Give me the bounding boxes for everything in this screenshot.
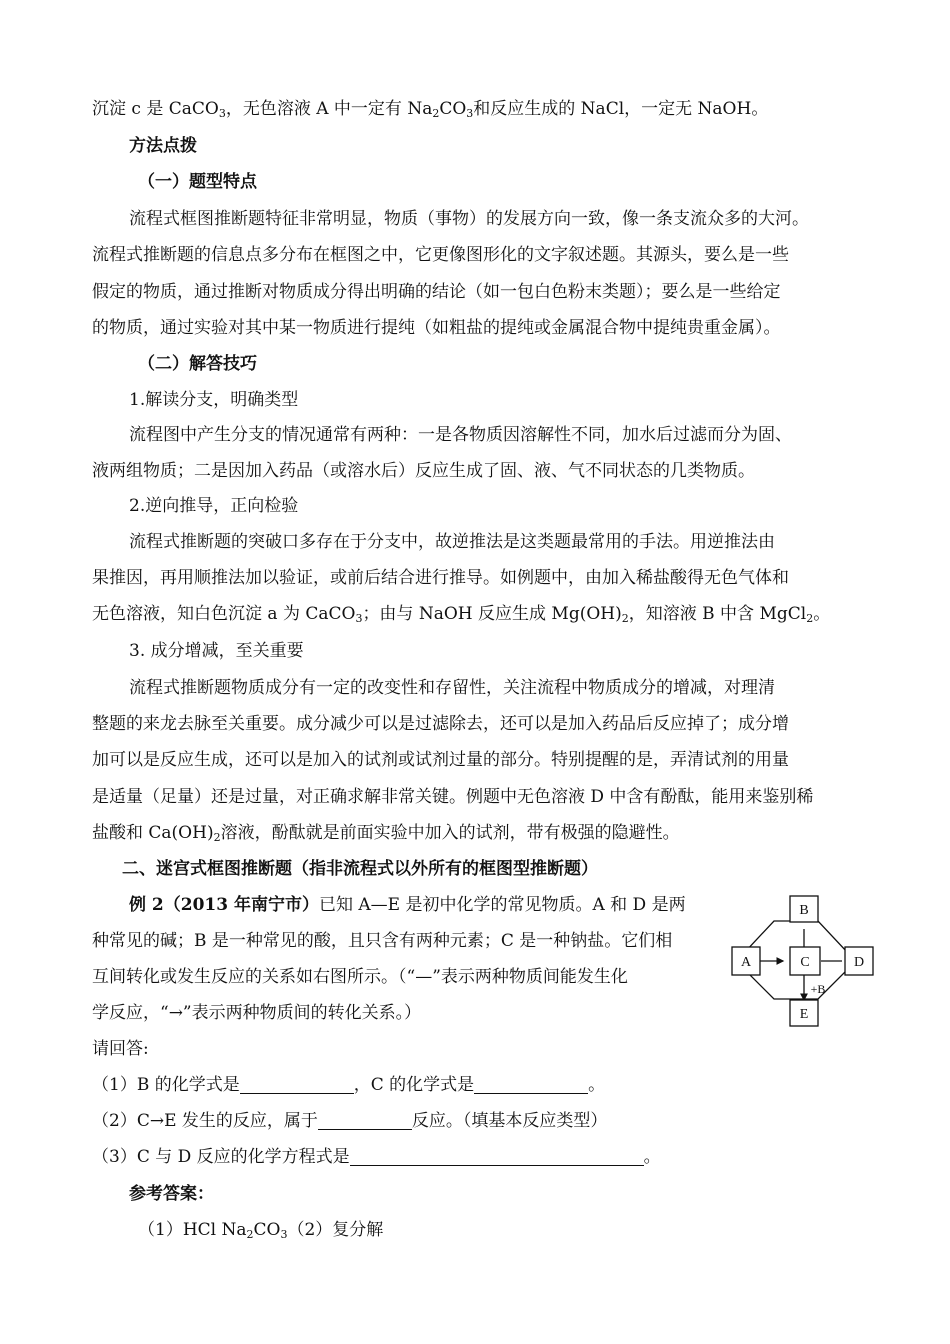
section-2-title: （二）解答技巧 bbox=[138, 354, 257, 374]
example-line: 学反应，“→”表示两种物质间的转化关系。） bbox=[92, 1003, 422, 1023]
tip-2-title: 2.逆向推导，正向检验 bbox=[129, 496, 299, 516]
example-line: 种常见的碱；B 是一种常见的酸，且只含有两种元素；C 是一种钠盐。它们相 bbox=[92, 931, 673, 951]
ask-text: 请回答: bbox=[92, 1039, 149, 1059]
tip-2-line: 无色溶液，知白色沉淀 a 为 CaCO$_3$；由与 NaOH 反应生成 $Mg(OH)_2$，知溶液 B 中含 MgCl$_2$。 bbox=[92, 604, 831, 625]
reaction-diagram bbox=[728, 893, 878, 1029]
label-plus-b: +B bbox=[810, 982, 826, 996]
question-1: （1）B 的化学式是 ，C 的化学式是 。 bbox=[92, 1075, 606, 1095]
section-1-title: （一）题型特点 bbox=[138, 172, 257, 192]
tip-3-title: 3. 成分增减，至关重要 bbox=[129, 641, 304, 661]
example-line: 互间转化或发生反应的关系如右图所示。（“—”表示两种物质间能发生化 bbox=[92, 967, 628, 987]
answer-blank-b[interactable] bbox=[240, 1075, 354, 1094]
tip-2-line: 流程式推断题的突破口多存在于分支中，故逆推法是这类题最常用的手法。用逆推法由 bbox=[129, 532, 775, 552]
part-2-title: 二、迷宫式框图推断题（指非流程式以外所有的框图型推断题） bbox=[122, 859, 598, 879]
tip-1-title: 1.解读分支，明确类型 bbox=[129, 390, 299, 410]
example-first-line: 例 2（2013 年南宁市）已知 A—E 是初中化学的常见物质。A 和 D 是两 bbox=[129, 895, 686, 915]
section-1-line: 流程式推断题的信息点多分布在框图之中，它更像图形化的文字叙述题。其源头，要么是一些 bbox=[92, 245, 789, 265]
tip-3-line: 整题的来龙去脉至关重要。成分减少可以是过滤除去，还可以是加入药品后反应掉了；成分增 bbox=[92, 714, 789, 734]
example-label: 例 2（2013 年南宁市） bbox=[129, 895, 319, 915]
section-1-line: 的物质，通过实验对其中某一物质进行提纯（如粗盐的提纯或金属混合物中提纯贵重金属）。 bbox=[92, 318, 781, 338]
tip-3-line: 盐酸和 $Ca(OH)_2$溶液，酚酞就是前面实验中加入的试剂，带有极强的隐避性。 bbox=[92, 823, 680, 844]
tip-3-line: 是适量（足量）还是过量，对正确求解非常关键。例题中无色溶液 D 中含有酚酞，能用来鉴别稀 bbox=[92, 787, 814, 807]
tip-3-line: 流程式推断题物质成分有一定的改变性和存留性，关注流程中物质成分的增减，对理清 bbox=[129, 678, 775, 698]
answer-blank-reaction-type[interactable] bbox=[318, 1111, 412, 1130]
question-2: （2）C→E 发生的反应，属于 反应。（填基本反应类型） bbox=[92, 1111, 608, 1131]
label-d: D bbox=[853, 955, 865, 970]
question-3: （3）C 与 D 反应的化学方程式是 。 bbox=[92, 1147, 661, 1167]
tip-1-line: 液两组物质；二是因加入药品（或溶水后）反应生成了固、液、气不同状态的几类物质。 bbox=[92, 461, 755, 481]
tip-1-line: 流程图中产生分支的情况通常有两种：一是各物质因溶解性不同，加水后过滤而分为固、 bbox=[129, 425, 792, 445]
tip-2-line: 果推因，再用顺推法加以验证，或前后结合进行推导。如例题中，由加入稀盐酸得无色气体和 bbox=[92, 568, 789, 588]
answer-title: 参考答案： bbox=[129, 1184, 214, 1204]
section-1-line: 流程式框图推断题特征非常明显，物质（事物）的发展方向一致，像一条支流众多的大河。 bbox=[129, 209, 809, 229]
section-1-line: 假定的物质，通过推断对物质成分得出明确的结论（如一包白色粉末类题）；要么是一些给定 bbox=[92, 282, 781, 302]
answer-line: （1）HCl $Na_2CO_3(2)$复分解 bbox=[138, 1220, 384, 1241]
paragraph-conclusion: 沉淀 c 是 CaCO$_3$，无色溶液 A 中一定有 $Na_2CO_3$和反应生成的 NaCl，一定无 NaOH。 bbox=[92, 99, 769, 120]
label-e: E bbox=[799, 1007, 809, 1022]
label-c: C bbox=[800, 955, 810, 970]
answer-blank-equation[interactable] bbox=[350, 1147, 644, 1166]
answer-blank-c[interactable] bbox=[474, 1075, 588, 1094]
method-title: 方法点拨 bbox=[129, 136, 197, 156]
tip-3-line: 加可以是反应生成，还可以是加入的试剂或试剂过量的部分。特别提醒的是，弄清试剂的用量 bbox=[92, 750, 789, 770]
label-b: B bbox=[799, 903, 809, 918]
label-a: A bbox=[740, 955, 752, 970]
